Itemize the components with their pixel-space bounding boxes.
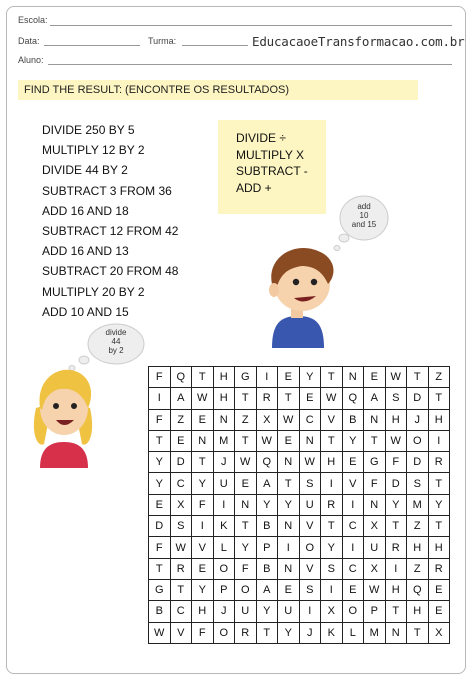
grid-letter-cell[interactable]: T [192,452,214,473]
task-item: SUBTRACT 3 FROM 36 [42,183,172,198]
grid-letter-cell[interactable]: F [364,473,386,494]
grid-row [149,388,450,409]
grid-letter-cell[interactable]: U [364,537,386,558]
grid-letter-cell[interactable]: L [213,537,235,558]
grid-letter-cell[interactable]: Y [192,579,214,600]
grid-letter-cell[interactable]: V [192,537,214,558]
task-item: ADD 10 AND 15 [42,304,129,319]
grid-letter-cell[interactable]: I [256,367,278,388]
grid-letter-cell[interactable]: W [364,579,386,600]
grid-letter-cell[interactable]: T [407,367,429,388]
grid-letter-cell[interactable]: H [407,537,429,558]
grid-letter-cell[interactable]: G [149,579,171,600]
grid-letter-cell[interactable]: O [407,430,429,451]
grid-letter-cell[interactable]: J [299,622,321,643]
grid-letter-cell[interactable]: W [321,388,343,409]
grid-letter-cell[interactable]: Y [385,494,407,515]
grid-letter-cell[interactable]: V [321,409,343,430]
grid-letter-cell[interactable]: Y [149,473,171,494]
grid-row [149,622,450,643]
task-item: MULTIPLY 20 BY 2 [42,284,145,299]
grid-letter-cell[interactable]: H [385,409,407,430]
girl-bubble-text: divide 44 by 2 [105,328,127,355]
grid-letter-cell[interactable]: I [428,430,450,451]
grid-letter-cell[interactable]: I [342,494,364,515]
grid-letter-cell[interactable]: O [213,558,235,579]
grid-letter-cell[interactable]: Z [428,367,450,388]
grid-letter-cell[interactable]: X [256,409,278,430]
task-item: ADD 16 AND 18 [42,203,129,218]
operations-box [218,120,326,214]
grid-letter-cell[interactable]: L [342,622,364,643]
grid-letter-cell[interactable]: E [235,473,257,494]
grid-letter-cell[interactable]: Z [407,558,429,579]
grid-letter-cell[interactable]: I [385,558,407,579]
school-label: Escola: [18,15,48,25]
grid-letter-cell[interactable]: N [213,409,235,430]
grid-letter-cell[interactable]: T [428,473,450,494]
operation-multiply: MULTIPLY X [236,147,305,162]
grid-letter-cell[interactable]: Y [321,537,343,558]
task-item: MULTIPLY 12 BY 2 [42,143,145,158]
grid-letter-cell[interactable]: Z [235,409,257,430]
grid-letter-cell[interactable]: V [299,558,321,579]
site-brand: EducacaoeTransformacao.com.br [252,34,465,49]
grid-letter-cell[interactable]: S [170,516,192,537]
grid-letter-cell[interactable]: T [278,473,300,494]
grid-letter-cell[interactable]: V [170,622,192,643]
task-item: DIVIDE 250 BY 5 [42,123,135,137]
grid-letter-cell[interactable]: B [149,601,171,622]
grid-letter-cell[interactable]: R [170,558,192,579]
grid-letter-cell[interactable]: J [213,601,235,622]
grid-letter-cell[interactable]: P [256,537,278,558]
grid-letter-cell[interactable]: R [256,388,278,409]
school-field[interactable] [50,25,452,26]
grid-letter-cell[interactable]: T [235,430,257,451]
grid-letter-cell[interactable]: O [213,622,235,643]
grid-row [149,473,450,494]
grid-letter-cell[interactable]: H [428,537,450,558]
grid-letter-cell[interactable]: T [385,601,407,622]
grid-letter-cell[interactable]: C [342,558,364,579]
grid-letter-cell[interactable]: Z [170,409,192,430]
grid-letter-cell[interactable]: X [321,601,343,622]
task-item: SUBTRACT 20 FROM 48 [42,264,179,279]
boy-illustration [258,244,338,348]
grid-letter-cell[interactable]: E [342,579,364,600]
grid-letter-cell[interactable]: V [299,516,321,537]
grid-letter-cell[interactable]: W [170,537,192,558]
grid-letter-cell[interactable]: H [321,452,343,473]
grid-letter-cell[interactable]: R [385,537,407,558]
grid-letter-cell[interactable]: T [278,388,300,409]
task-list [42,122,178,324]
grid-letter-cell[interactable]: T [235,388,257,409]
grid-letter-cell[interactable]: I [342,537,364,558]
grid-letter-cell[interactable]: O [235,579,257,600]
grid-letter-cell[interactable]: Y [278,494,300,515]
grid-letter-cell[interactable]: Q [256,452,278,473]
grid-letter-cell[interactable]: J [407,409,429,430]
grid-letter-cell[interactable]: U [278,601,300,622]
class-label: Turma: [148,36,177,46]
grid-letter-cell[interactable]: W [278,409,300,430]
grid-letter-cell[interactable]: Y [192,473,214,494]
grid-row [149,516,450,537]
girl-illustration [30,364,100,468]
grid-letter-cell[interactable]: S [385,388,407,409]
grid-letter-cell[interactable]: N [364,409,386,430]
grid-letter-cell[interactable]: X [364,558,386,579]
grid-letter-cell[interactable]: N [235,494,257,515]
grid-letter-cell[interactable]: Y [149,452,171,473]
grid-letter-cell[interactable]: O [299,537,321,558]
class-field[interactable] [182,45,248,46]
grid-letter-cell[interactable]: I [321,473,343,494]
grid-letter-cell[interactable]: F [149,409,171,430]
grid-row [149,367,450,388]
grid-letter-cell[interactable]: F [192,494,214,515]
grid-letter-cell[interactable]: C [342,516,364,537]
grid-letter-cell[interactable]: I [299,601,321,622]
grid-letter-cell[interactable]: E [170,430,192,451]
boy-bubble-text: add 10 and 15 [351,202,377,229]
grid-letter-cell[interactable]: F [149,537,171,558]
grid-letter-cell[interactable]: N [278,452,300,473]
grid-letter-cell[interactable]: Q [170,367,192,388]
grid-letter-cell[interactable]: Q [342,388,364,409]
grid-letter-cell[interactable]: G [235,367,257,388]
grid-letter-cell[interactable]: D [170,452,192,473]
grid-letter-cell[interactable]: W [235,452,257,473]
grid-letter-cell[interactable]: T [149,430,171,451]
grid-letter-cell[interactable]: I [192,516,214,537]
word-search-grid [148,366,450,644]
grid-letter-cell[interactable]: W [385,430,407,451]
grid-letter-cell[interactable]: D [407,388,429,409]
grid-letter-cell[interactable]: M [213,430,235,451]
grid-letter-cell[interactable]: U [213,473,235,494]
page-title: FIND THE RESULT: (ENCONTRE OS RESULTADOS) [24,84,290,96]
grid-letter-cell[interactable]: E [149,494,171,515]
grid-letter-cell[interactable]: W [149,622,171,643]
grid-letter-cell[interactable]: H [428,409,450,430]
grid-letter-cell[interactable]: S [299,579,321,600]
grid-row [149,494,450,515]
task-item: DIVIDE 44 BY 2 [42,163,128,178]
grid-letter-cell[interactable]: N [385,622,407,643]
operation-divide: DIVIDE ÷ [236,131,286,145]
grid-letter-cell[interactable]: K [213,516,235,537]
grid-row [149,409,450,430]
grid-row [149,579,450,600]
grid-letter-cell[interactable]: Z [407,516,429,537]
grid-letter-cell[interactable]: E [428,579,450,600]
grid-letter-cell[interactable]: A [170,388,192,409]
grid-letter-cell[interactable]: Y [299,367,321,388]
grid-letter-cell[interactable]: T [235,516,257,537]
grid-letter-cell[interactable]: E [278,430,300,451]
grid-letter-cell[interactable]: W [192,388,214,409]
grid-letter-cell[interactable]: N [192,430,214,451]
grid-letter-cell[interactable]: J [213,452,235,473]
grid-letter-cell[interactable]: T [192,367,214,388]
grid-letter-cell[interactable]: T [170,579,192,600]
grid-letter-cell[interactable]: M [407,494,429,515]
grid-letter-cell[interactable]: T [321,367,343,388]
grid-letter-cell[interactable]: E [192,558,214,579]
task-item: ADD 16 AND 13 [42,244,129,259]
grid-letter-cell[interactable]: N [278,558,300,579]
grid-letter-cell[interactable]: R [235,622,257,643]
grid-letter-cell[interactable]: C [170,601,192,622]
grid-letter-cell[interactable]: N [364,494,386,515]
grid-letter-cell[interactable]: X [170,494,192,515]
grid-letter-cell[interactable]: Q [407,579,429,600]
grid-letter-cell[interactable]: U [299,494,321,515]
grid-letter-cell[interactable]: T [428,516,450,537]
grid-letter-cell[interactable]: A [256,473,278,494]
grid-letter-cell[interactable]: T [385,516,407,537]
grid-letter-cell[interactable]: H [407,601,429,622]
grid-letter-cell[interactable]: F [235,558,257,579]
student-label: Aluno: [18,55,44,65]
task-item: SUBTRACT 12 FROM 42 [42,223,179,238]
grid-letter-cell[interactable]: Y [256,494,278,515]
grid-letter-cell[interactable]: X [364,516,386,537]
grid-letter-cell[interactable]: W [299,452,321,473]
grid-letter-cell[interactable]: H [213,388,235,409]
grid-letter-cell[interactable]: S [299,473,321,494]
grid-letter-cell[interactable]: F [149,367,171,388]
grid-letter-cell[interactable]: D [385,473,407,494]
grid-letter-cell[interactable]: D [407,452,429,473]
grid-letter-cell[interactable]: D [149,516,171,537]
grid-letter-cell[interactable]: A [256,579,278,600]
grid-letter-cell[interactable]: T [321,516,343,537]
grid-letter-cell[interactable]: R [428,452,450,473]
grid-letter-cell[interactable]: O [342,601,364,622]
student-field[interactable] [48,64,452,65]
grid-letter-cell[interactable]: T [256,622,278,643]
grid-letter-cell[interactable]: Y [428,494,450,515]
grid-row [149,430,450,451]
grid-letter-cell[interactable]: I [278,537,300,558]
grid-letter-cell[interactable]: E [192,409,214,430]
grid-letter-cell[interactable]: F [192,622,214,643]
grid-letter-cell[interactable]: B [256,558,278,579]
grid-letter-cell[interactable]: B [256,516,278,537]
grid-letter-cell[interactable]: E [278,579,300,600]
grid-letter-cell[interactable]: T [407,622,429,643]
grid-row [149,601,450,622]
grid-letter-cell[interactable]: H [385,579,407,600]
grid-letter-cell[interactable]: S [321,558,343,579]
grid-letter-cell[interactable]: I [321,579,343,600]
grid-letter-cell[interactable]: N [278,516,300,537]
grid-letter-cell[interactable]: B [342,409,364,430]
grid-letter-cell[interactable]: P [364,601,386,622]
grid-letter-cell[interactable]: R [428,558,450,579]
grid-letter-cell[interactable]: I [213,494,235,515]
grid-letter-cell[interactable]: I [149,388,171,409]
grid-letter-cell[interactable]: T [149,558,171,579]
grid-letter-cell[interactable]: N [342,367,364,388]
grid-letter-cell[interactable]: X [428,622,450,643]
grid-letter-cell[interactable]: Y [235,537,257,558]
grid-letter-cell[interactable]: Y [342,430,364,451]
grid-letter-cell[interactable]: T [428,388,450,409]
grid-letter-cell[interactable]: C [299,409,321,430]
grid-letter-cell[interactable]: Y [256,601,278,622]
grid-letter-cell[interactable]: C [170,473,192,494]
grid-letter-cell[interactable]: A [364,388,386,409]
grid-letter-cell[interactable]: P [213,579,235,600]
grid-letter-cell[interactable]: T [321,430,343,451]
grid-letter-cell[interactable]: T [364,430,386,451]
grid-letter-cell[interactable]: R [321,494,343,515]
grid-letter-cell[interactable]: E [299,388,321,409]
operation-subtract: SUBTRACT - [236,164,308,178]
date-field[interactable] [44,45,140,46]
grid-letter-cell[interactable]: G [364,452,386,473]
grid-row [149,558,450,579]
grid-letter-cell[interactable]: U [235,601,257,622]
date-label: Data: [18,36,40,46]
grid-letter-cell[interactable]: M [364,622,386,643]
grid-letter-cell[interactable]: N [299,430,321,451]
grid-letter-cell[interactable]: H [192,601,214,622]
grid-letter-cell[interactable]: W [256,430,278,451]
grid-letter-cell[interactable]: K [321,622,343,643]
grid-letter-cell[interactable]: E [364,367,386,388]
operation-add: ADD + [236,180,272,195]
grid-letter-cell[interactable]: H [213,367,235,388]
grid-letter-cell[interactable]: V [342,473,364,494]
grid-letter-cell[interactable]: W [385,367,407,388]
grid-letter-cell[interactable]: S [407,473,429,494]
grid-letter-cell[interactable]: E [428,601,450,622]
grid-row [149,452,450,473]
grid-letter-cell[interactable]: E [342,452,364,473]
grid-row [149,537,450,558]
grid-letter-cell[interactable]: E [278,367,300,388]
grid-letter-cell[interactable]: F [385,452,407,473]
grid-letter-cell[interactable]: Y [278,622,300,643]
